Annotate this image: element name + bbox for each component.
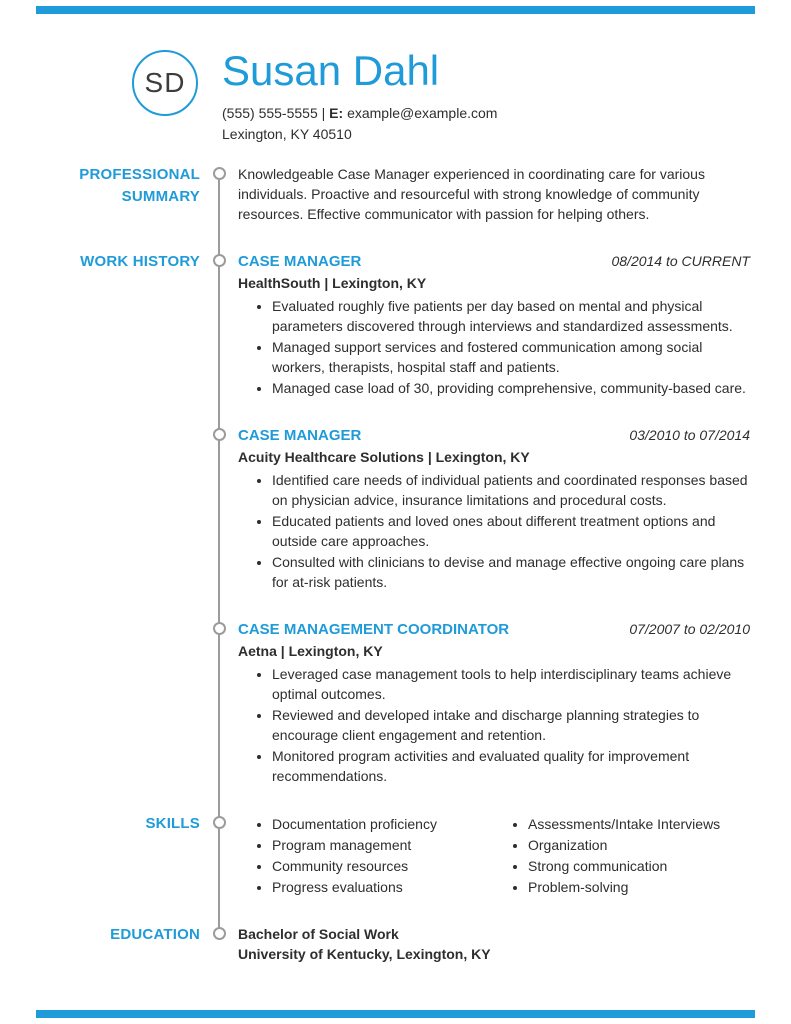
empty-label [36,619,200,786]
job-head [238,251,750,272]
email-label: E: [329,105,344,121]
timeline-marker [213,167,226,180]
timeline-marker [213,254,226,267]
job-entry [238,425,750,592]
section-summary [36,164,750,224]
bullet-item: • Identified care needs of individual patients and coordinated responses based on physician advice, insurance limitations and procedural costs. [272,470,750,510]
job-bullet-list [238,664,750,786]
job-dates: 03/2010 to 07/2014 [629,427,750,443]
bullet-item: • Evaluated roughly five patients per day based on mental and physical parameters discovered through interviews and standardized assessments. [272,296,750,336]
section-work-history-job-2 [36,425,750,592]
education-content [238,924,750,964]
skill-item: • Organization [528,835,750,855]
job-entry [238,251,750,398]
job-dates: 07/2007 to 02/2010 [629,621,750,637]
bullet-item: • Educated patients and loved ones about different treatment options and outside care approaches. [272,511,750,551]
work-history-section-label: WORK HISTORY [80,253,200,270]
resume-body [0,164,791,964]
job-title: CASE MANAGER [238,427,362,444]
skill-item: • Assessments/Intake Interviews [528,814,750,834]
skill-item: • Progress evaluations [272,877,494,897]
skill-item: • Documentation proficiency [272,814,494,834]
email-address: example@example.com [347,105,498,121]
job-company: Acuity Healthcare Solutions | Lexington, KY [238,449,530,465]
school: University of Kentucky, Lexington, KY [238,946,491,962]
job-company: HealthSouth | Lexington, KY [238,275,427,291]
skill-item: • Program management [272,835,494,855]
skill-item: • Community resources [272,856,494,876]
job-title: CASE MANAGER [238,253,362,270]
bullet-item: • Reviewed and developed intake and discharge planning strategies to encourage client engagement and retention. [272,705,750,745]
skills-column-2 [494,813,750,897]
job-head [238,425,750,446]
job-title: CASE MANAGEMENT COORDINATOR [238,621,510,638]
bullet-item: • Managed case load of 30, providing comprehensive, community-based care. [272,378,750,398]
avatar [132,50,198,116]
top-accent-bar [36,6,755,14]
avatar-initials: SD [144,67,186,98]
timeline-marker [213,428,226,441]
timeline-gutter [200,924,238,964]
section-work-history-job-1 [36,251,750,398]
job-bullet-list [238,470,750,592]
skills-content [238,813,750,897]
summary-section-label [36,164,200,224]
job-company: Aetna | Lexington, KY [238,643,383,659]
bullet-item: • Consulted with clinicians to devise and manage effective ongoing care plans for at-risk patients. [272,552,750,592]
section-education [36,924,750,964]
header-text [222,46,497,144]
section-skills [36,813,750,897]
empty-label [36,425,200,592]
candidate-name: Susan Dahl [222,47,440,94]
contact-line [222,103,497,123]
job-entry [238,619,750,786]
timeline-marker [213,622,226,635]
education-section-label: EDUCATION [110,926,200,943]
section-work-history-job-3 [36,619,750,786]
skills-column-1 [238,813,494,897]
skill-item: • Strong communication [528,856,750,876]
contact-separator: | [321,105,326,121]
summary-label-line2: SUMMARY [121,188,200,205]
phone-number: (555) 555-5555 [222,105,318,121]
timeline-marker [213,927,226,940]
summary-text: Knowledgeable Case Manager experienced in coordinating care for various individuals. Proactive and resourceful with strong knowledge of community resources. Effective communicator with passion for helping others. [238,166,705,222]
job-bullet-list [238,296,750,398]
job-head [238,619,750,640]
resume-header [0,0,791,144]
bottom-accent-bar [36,1010,755,1018]
bullet-item: • Leveraged case management tools to help interdisciplinary teams achieve optimal outcomes. [272,664,750,704]
address-line: Lexington, KY 40510 [222,126,352,142]
skills-section-label: SKILLS [145,815,200,832]
timeline-marker [213,816,226,829]
bullet-item: • Monitored program activities and evaluated quality for improvement recommendations. [272,746,750,786]
skill-item: • Problem-solving [528,877,750,897]
job-dates: 08/2014 to CURRENT [611,253,750,269]
summary-label-line1: PROFESSIONAL [79,166,200,183]
bullet-item: • Managed support services and fostered communication among social workers, therapists, hospital staff and patients. [272,337,750,377]
degree: Bachelor of Social Work [238,926,399,942]
